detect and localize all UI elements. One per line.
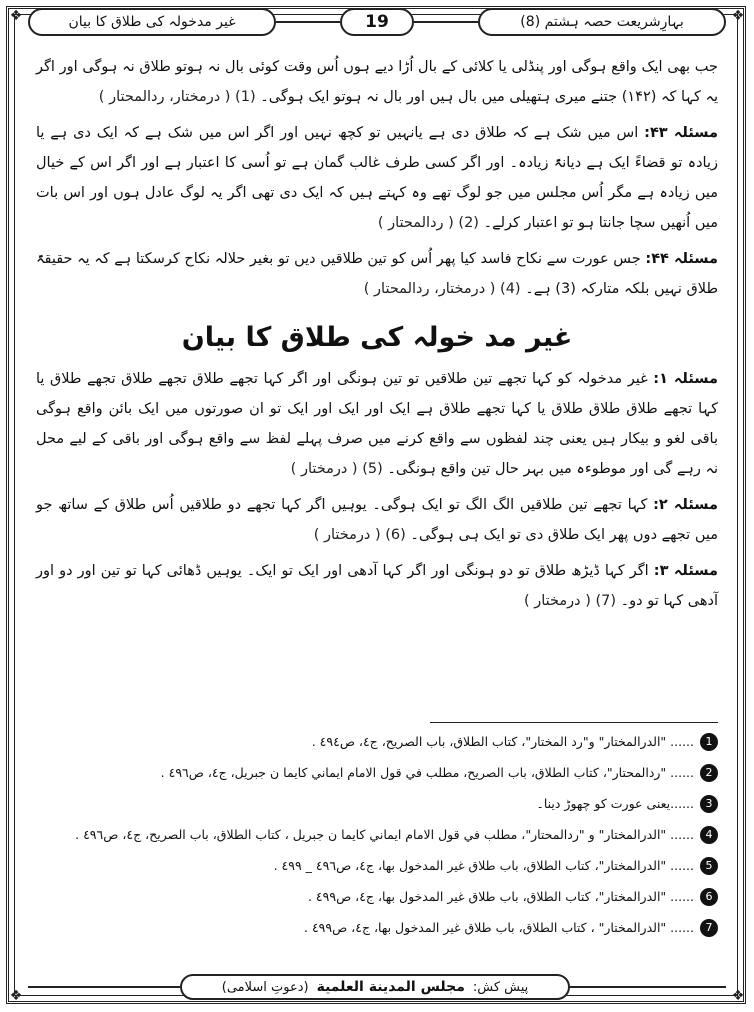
footnote-text: ......یعنی عورت کو چھوڑ دینا۔: [536, 796, 694, 811]
footnote-number: 1: [700, 733, 718, 751]
paragraph-text: کہا تجھے تین طلاقیں الگ الگ تو ایک ہوگی۔ یوہیں اگر کہا تجھے دو طلاقیں اُس طلاق کے ساتھ جو میں تجھے دوں پھر ایک طلاق دی تو ایک ہی ہوگی۔: [36, 497, 718, 543]
footnote: [36, 912, 718, 943]
paragraph-text: جب بھی ایک واقع ہوگی اور پنڈلی یا کلائی کے بال اُڑا دیے ہوں اُس وقت کوئی بال نہ ہوتو طلاق نہ ہوگی اور اگر یہ کہا کہ (۱۴۲) جتنے میری ہتھیلی میں بال ہیں اور بال نہ ہوتو ایک ہوگی۔: [36, 59, 718, 105]
page-number: 19: [340, 8, 414, 36]
corner-ornament-icon: ❖: [731, 8, 745, 24]
footnote: [36, 726, 718, 757]
publisher-name: مجلس المدينة العلمية: [316, 979, 465, 995]
reference: (1) ( درمختار، ردالمحتار ): [98, 89, 256, 105]
footnote-number: 7: [700, 919, 718, 937]
footer-divider: [570, 986, 726, 988]
footnote-text: ...... "الدرالمختار"، كتاب الطلاق، باب طلاق غير المدخول بها، ج٤، ص٤٩٩ .: [307, 889, 694, 904]
footnote-text: ...... "الدرالمختار" و "ردالمحتار"، مطلب في قول الامام ايماني كايما ن جبريل ، كتاب الطلاق، باب الصريح، ج٤، ص٤٩٦ .: [75, 827, 694, 842]
paragraph-text: اگر کہا ڈیڑھ طلاق تو دو ہونگی اور اگر کہا آدھی اور ایک تو ایک۔ یوہیں ڈھائی کہا تو تین اور دو اور آدھی کہا تو دو۔: [36, 563, 718, 609]
reference: (7) ( درمختار ): [523, 593, 617, 609]
paragraph: [36, 490, 718, 550]
header-divider: [414, 21, 478, 23]
footnote-number: 3: [700, 795, 718, 813]
footnotes: [36, 726, 718, 943]
header-divider: [276, 21, 340, 23]
page-footer: [180, 974, 570, 1000]
paragraph: [36, 52, 718, 112]
chapter-title: غیر مدخولہ کی طلاق کا بیان: [28, 8, 276, 36]
footnote: [36, 757, 718, 788]
footnote-text: ...... "الدرالمختار"، كتاب الطلاق، باب طلاق غير المدخول بها، ج٤، ص٤٩٦ _ ٤٩٩ .: [273, 858, 694, 873]
footnote-number: 6: [700, 888, 718, 906]
footnote-divider: [430, 722, 718, 723]
page-header: [28, 8, 726, 40]
corner-ornament-icon: ❖: [731, 988, 745, 1004]
paragraph-text: جس عورت سے نکاح فاسد کیا پھر اُس کو تین طلاقیں دیں تو بغیر حلالہ نکاح کرسکتا ہے کہ یہ حقیقۃً طلاق نہیں بلکہ متارکہ (3) ہے۔: [36, 251, 718, 297]
masala-label: مسئلہ ۴۳:: [644, 125, 718, 141]
corner-ornament-icon: ❖: [9, 8, 23, 24]
footnote: [36, 881, 718, 912]
footnote-text: ...... "الدرالمختار" ، كتاب الطلاق، باب طلاق غير المدخول بها، ج٤، ص٤٩٩ .: [303, 920, 694, 935]
paragraph: [36, 556, 718, 616]
footnote-number: 5: [700, 857, 718, 875]
masala-label: مسئلہ ۱:: [653, 371, 718, 387]
reference: (5) ( درمختار ): [290, 461, 383, 477]
main-text: [36, 52, 718, 622]
footer-divider: [28, 986, 180, 988]
paragraph-text: اس میں شک ہے کہ طلاق دی ہے یانہیں تو کچھ نہیں اور اگر اس میں شک ہے کہ ایک دی ہے یا زیادہ تو قضاءً ایک ہے دیانۃً زیادہ۔ اور اگر کسی طرف غالب گمان ہے تو اُسی کا اعتبار ہے اور اگر اس کے خیال میں زیادہ ہے مگر اُس مجلس میں جو لوگ تھے وہ کہتے ہیں کہ ایک دی تھی اگر یہ لوگ عادل ہوں اور اس بات میں اُنھیں سچا جانتا ہو تو اعتبار کرلے۔: [36, 125, 718, 231]
section-heading: غیر مد خولہ کی طلاق کا بیان: [181, 322, 573, 353]
footnote-number: 2: [700, 764, 718, 782]
reference: (2) ( ردالمحتار ): [377, 215, 479, 231]
publisher-note: (دعوتِ اسلامی): [221, 979, 309, 995]
paragraph: [36, 364, 718, 484]
paragraph: [36, 118, 718, 238]
masala-label: مسئلہ ۲:: [653, 497, 719, 513]
footnote-text: ...... "الدرالمختار" و"رد المختار"، كتاب الطلاق، باب الصريح، ج٤، ص٤٩٤ .: [311, 734, 694, 749]
paragraph-text: غیر مدخولہ کو کہا تجھے تین طلاقیں تو تین ہونگی اور اگر کہا تجھے طلاق تجھے طلاق تجھے طلاق یا کہا تجھے طلاق طلاق طلاق یا کہا تجھے طلاق ہے ایک اور ایک اور ایک تو ان صورتوں میں ایک بائن واقع ہوگی باقی لغو و بیکار ہیں یعنی چند لفظوں سے واقع کرنے میں صرف پہلے لفظ سے واقع ہوگی اور باقی کے لیے محل نہ رہے گی اور موطوءہ میں بہر حال تین واقع ہونگی۔: [36, 371, 718, 477]
masala-label: مسئلہ ۴۴:: [645, 251, 719, 267]
footnote-number: 4: [700, 826, 718, 844]
footnote: [36, 788, 718, 819]
masala-label: مسئلہ ۳:: [653, 563, 718, 579]
presented-by-label: پیش کش:: [472, 979, 529, 995]
footnote: [36, 819, 718, 850]
corner-ornament-icon: ❖: [9, 988, 23, 1004]
paragraph: [36, 244, 718, 304]
reference: (6) ( درمختار ): [313, 527, 406, 543]
footnote-text: ...... "ردالمحتار"، كتاب الطلاق، باب الصريح، مطلب في قول الامام ايماني كايما ن جبريل، ج٤، ص٤٩٦ .: [160, 765, 694, 780]
book-title: بہارِشریعت حصہ ہشتم (8): [478, 8, 726, 36]
footnote: [36, 850, 718, 881]
reference: (4) ( درمختار، ردالمحتار ): [363, 281, 521, 297]
